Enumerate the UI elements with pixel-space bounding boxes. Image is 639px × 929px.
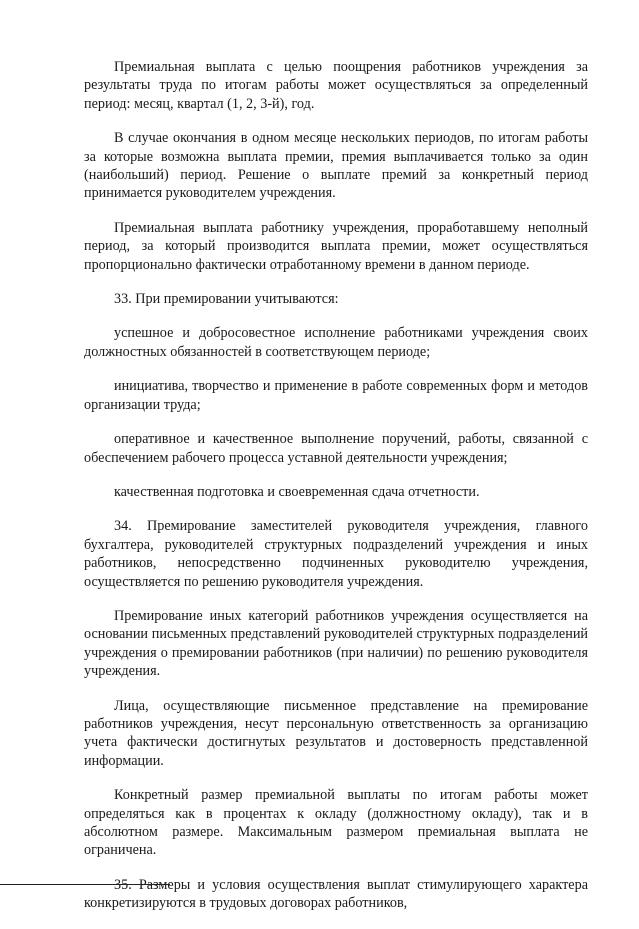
paragraph-premium-size: Конкретный размер премиальной выплаты по итогам работы может определяться как в процентах к окладу (должностному окладу), так и в абсолютном размере. Максимальным размером премиальная выплата не ограничена.	[84, 787, 588, 859]
paragraph-criterion-reporting: качественная подготовка и своевременная сдача отчетности.	[114, 483, 480, 500]
document-body	[84, 58, 588, 929]
paragraph-criterion-assignments: оперативное и качественное выполнение поручений, работы, связанной с обеспечением рабочего процесса уставной деятельности учреждения;	[84, 431, 588, 466]
paragraph-partial-period: Премиальная выплата работнику учреждения, проработавшему неполный период, за который производится выплата премии, может осуществляться пропорционально фактически отработанному времени в данном периоде.	[84, 219, 588, 273]
paragraph-item-35: 35. Размеры и условия осуществления выплат стимулирующего характера конкретизируются в трудовых договорах работников,	[84, 876, 588, 912]
paragraph-criterion-initiative: инициатива, творчество и применение в работе современных форм и методов организации труда;	[84, 378, 588, 413]
paragraph-item-34: 34. Премирование заместителей руководителя учреждения, главного бухгалтера, руководителей структурных подразделений учреждения и иных работников, непосредственно подчиненных руководителю учреждения, осуществляется по решению руководителя учреждения.	[84, 518, 588, 590]
paragraph-responsibility: Лица, осуществляющие письменное представление на премирование работников учреждения, несут персональную ответственность за организацию учета фактически достигнутых результатов и достоверность представленной информации.	[84, 697, 588, 769]
footnote-divider	[0, 884, 170, 885]
paragraph-criterion-duties: успешное и добросовестное исполнение работниками учреждения своих должностных обязанностей в соответствующем периоде;	[84, 325, 588, 360]
paragraph-premium-period: Премиальная выплата с целью поощрения работников учреждения за результаты труда по итогам работы может осуществляться за определенный период: месяц, квартал (1, 2, 3-й), год.	[84, 59, 588, 112]
paragraph-multiple-periods: В случае окончания в одном месяце нескольких периодов, по итогам работы за которые возможна выплата премии, премия выплачивается только за один (наибольший) период. Решение о выплате премий за конкретный период принимается руководителем учреждения.	[84, 130, 588, 202]
paragraph-item-33-heading: 33. При премировании учитываются:	[114, 291, 339, 308]
paragraph-other-categories: Премирование иных категорий работников учреждения осуществляется на основании письменных представлений руководителей структурных подразделений учреждения о премировании работников (при наличии) по решению руководителя учреждения.	[84, 607, 588, 680]
